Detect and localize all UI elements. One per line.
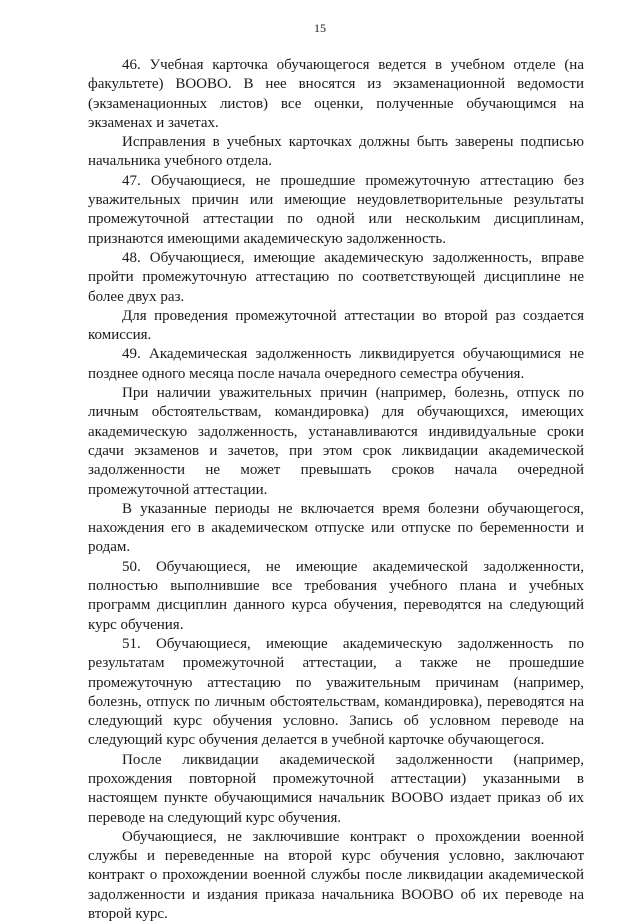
paragraph-49-excluded-periods: В указанные периоды не включается время болезни обучающегося, нахождения его в академическом отпуске или отпуске по беременности и родам.	[88, 500, 584, 556]
paragraph-48-commission: Для проведения промежуточной аттестации во второй раз создается комиссия.	[88, 307, 584, 344]
paragraph-47: 47. Обучающиеся, не прошедшие промежуточную аттестацию без уважительных причин или имеющие неудовлетворительные результаты промежуточной аттестации по одной или нескольким дисциплинам, признаются имеющими академическую задолженность.	[88, 172, 584, 247]
paragraph-51: 51. Обучающиеся, имеющие академическую задолженность по результатам промежуточной аттестации, а также не прошедшие промежуточную аттестацию по уважительным причинам (например, болезнь, отпуск по личным обстоятельствам, командировка), переводятся на следующий курс обучения условно. Запись об условном переводе на следующий курс обучения делается в учебной карточке обучающегося.	[88, 635, 584, 749]
paragraph-48: 48. Обучающиеся, имеющие академическую задолженность, вправе пройти промежуточную аттестацию по соответствующей дисциплине не более двух раз.	[88, 249, 584, 305]
paragraph-49-valid-reasons: При наличии уважительных причин (например, болезнь, отпуск по личным обстоятельствам, командировка) для обучающихся, имеющих академическую задолженность, устанавливаются индивидуальные сроки сдачи экзаменов и зачетов, при этом срок ликвидации академической задолженности не может превышать сроков начала очередной промежуточной аттестации.	[88, 385, 584, 498]
document-body	[88, 56, 584, 924]
paragraph-46: 46. Учебная карточка обучающегося ведется в учебном отделе (на факультете) ВООВО. В нее вносятся из экзаменационной ведомости (экзаменационных листов) все оценки, полученные обучающимся на экзаменах и зачетах.	[88, 57, 584, 131]
paragraph-50: 50. Обучающиеся, не имеющие академической задолженности, полностью выполнившие все требования учебного плана и учебных программ дисциплин данного курса обучения, переводятся на следующий курс обучения.	[88, 558, 584, 633]
paragraph-51-after-liquidation: После ликвидации академической задолженности (например, прохождения повторной промежуточной аттестации) указанными в настоящем пункте обучающимися начальник ВООВО издает приказ об их переводе на следующий курс обучения.	[88, 751, 584, 826]
page-number: 15	[314, 21, 326, 35]
paragraph-51-contract: Обучающиеся, не заключившие контракт о прохождении военной службы и переведенные на второй курс обучения условно, заключают контракт о прохождении военной службы после ликвидации академической задолженности и издания приказа начальника ВООВО об их переводе на второй курс.	[88, 828, 584, 923]
paragraph-46-corrections: Исправления в учебных карточках должны быть заверены подписью начальника учебного отдела.	[88, 134, 584, 170]
paragraph-49: 49. Академическая задолженность ликвидируется обучающимися не позднее одного месяца после начала очередного семестра обучения.	[88, 346, 584, 382]
